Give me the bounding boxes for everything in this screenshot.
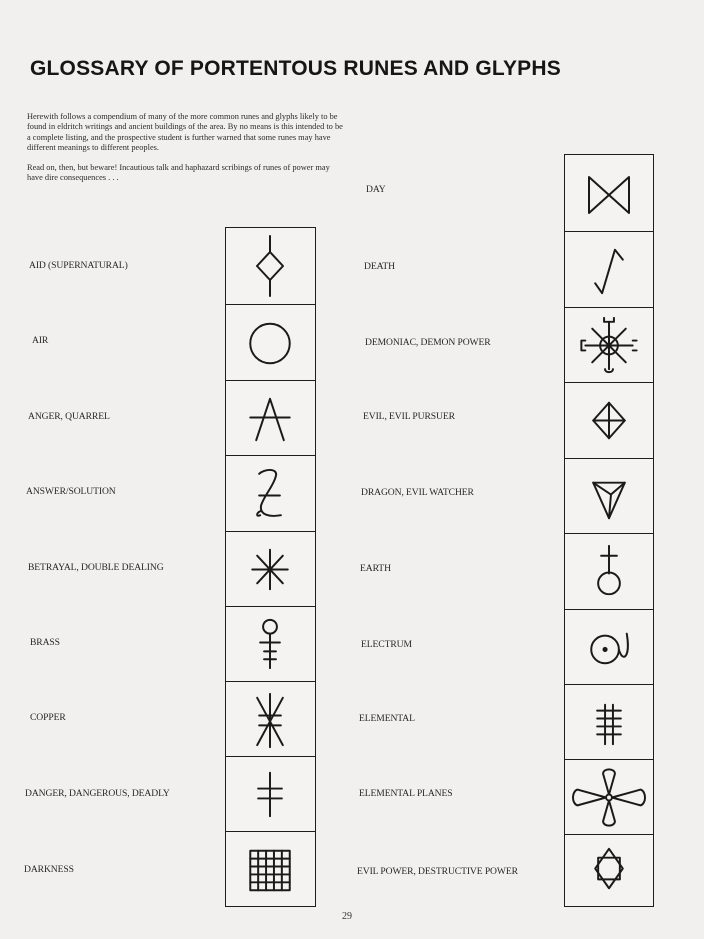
page-number: 29 [342,911,352,922]
evil-power-rune-icon [565,834,653,906]
day-rune-icon [565,155,653,231]
demon-rune-icon [565,307,653,382]
label-betrayal: BETRAYAL, DOUBLE DEALING [28,562,164,573]
darkness-rune-icon [226,831,315,906]
label-day: DAY [366,184,386,195]
label-evil-power: EVIL POWER, DESTRUCTIVE POWER [357,866,518,877]
label-aid: AID (SUPERNATURAL) [29,260,128,271]
elemental-rune-icon [565,684,653,759]
label-darkness: DARKNESS [24,864,74,875]
elemental-planes-rune-icon [565,759,653,834]
aid-rune-icon [226,228,315,304]
intro-text [27,112,347,192]
intro-paragraph-2: Read on, then, but beware! Incautious talk and haphazard scribings of runes of power may have dire consequences . . . [27,162,330,183]
label-evil-pursuer: EVIL, EVIL PURSUER [363,411,455,422]
electrum-rune-icon [565,609,653,684]
copper-rune-icon [226,681,315,756]
label-air: AIR [32,335,49,346]
label-brass: BRASS [30,637,60,648]
anger-rune-icon [226,380,315,455]
label-elemental-planes: ELEMENTAL PLANES [359,788,453,799]
label-elemental: ELEMENTAL [359,713,415,724]
right-rune-column [564,154,654,907]
page-title: GLOSSARY OF PORTENTOUS RUNES AND GLYPHS [30,57,561,80]
betrayal-rune-icon [226,531,315,606]
death-rune-icon [565,231,653,307]
danger-rune-icon [226,756,315,831]
brass-rune-icon [226,606,315,681]
label-demoniac: DEMONIAC, DEMON POWER [365,337,491,348]
label-answer: ANSWER/SOLUTION [26,486,116,497]
earth-rune-icon [565,533,653,609]
label-electrum: ELECTRUM [361,639,412,650]
answer-rune-icon [226,455,315,531]
label-danger: DANGER, DANGEROUS, DEADLY [25,788,170,799]
label-dragon: DRAGON, EVIL WATCHER [361,487,474,498]
label-earth: EARTH [360,563,391,574]
evil-pursuer-rune-icon [565,382,653,458]
label-death: DEATH [364,261,395,272]
dragon-rune-icon [565,458,653,533]
air-rune-icon [226,304,315,380]
label-anger: ANGER, QUARREL [28,411,110,422]
intro-paragraph-1: Herewith follows a compendium of many of the more common runes and glyphs likely to be found in eldritch writings and ancient buildings of the area. By no means is this intended to be a complete listing, and the prospective student is further warned that some runes may have different meanings to different peoples. [27,112,343,153]
label-copper: COPPER [30,712,66,723]
left-rune-column [225,227,316,907]
